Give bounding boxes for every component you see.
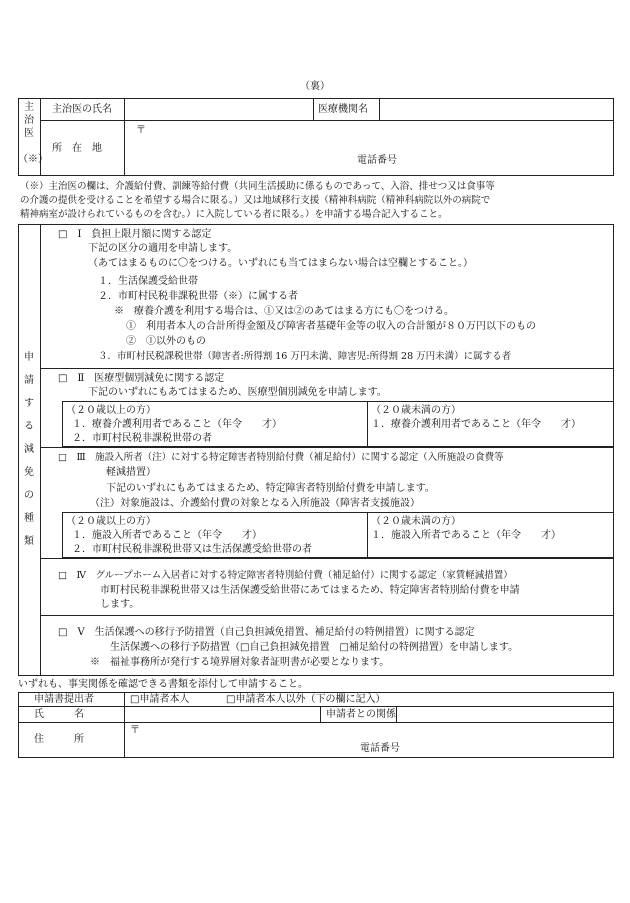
submitter-option-self[interactable]: □申請者本人 [130, 694, 190, 705]
section3-right1: １．施設入所者であること（年令 才） [371, 530, 561, 541]
doctor-name-label: 主治医の氏名 [52, 104, 112, 115]
section5-line1[interactable]: 生活保護への移行予防措置（□自己負担減免措置 □補足給付の特例措置）を申請します。 [110, 642, 519, 653]
section3-left-title: （２０歳以上の方） [66, 516, 156, 527]
doctor-address-label: 所 在 地 [52, 143, 102, 154]
section2-left2: ２．市町村民税非課税世帯の者 [72, 433, 212, 444]
submitter-name-field[interactable] [126, 707, 318, 721]
section1-line1: 下記の区分の適用を申請します。 [88, 243, 238, 254]
page-label: （裏） [300, 81, 330, 92]
section1-line7: ② ①以外のもの [126, 336, 206, 347]
section4-line1: 市町村民税非課税世帯又は生活保護受給世帯にあてはまるため、特定障害者特別給付費を申請 [100, 585, 520, 596]
section3-left1: １．施設入所者であること（年令 才） [72, 530, 262, 541]
section2-right-title: （２０歳未満の方） [371, 405, 461, 416]
relation-field[interactable] [398, 707, 612, 721]
section1-line6: ① 利用者本人の合計所得金額及び障害者基礎年金等の収入の合計額が８０万円以下のもの [126, 321, 536, 332]
doctor-note-line3: 精神病室が設けられているものを含む。）に入院している者に限る。）を申請する場合記入すること。 [20, 209, 448, 220]
section1-heading[interactable]: □ Ⅰ 負担上限月額に関する認定 [58, 229, 212, 240]
doctor-note-line2: の介護の提供を受けることを希望する場合に限る。）又は地域移行支援（精神科病院（精神科病院以外の病院で [20, 195, 491, 206]
submitter-option-other[interactable]: □申請者本人以外（下の欄に記入） [226, 694, 386, 705]
section5-line2: ※ 福祉事務所が発行する境界層対象者証明書が必要となります。 [90, 657, 390, 668]
submitter-postal-mark: 〒 [130, 725, 140, 736]
section1-line5: ※ 療養介護を利用する場合は、①又は②のあてはまる方にも〇をつける。 [114, 306, 454, 317]
section4-line2: します。 [100, 599, 140, 610]
section1-line4: ２．市町村民税非課税世帯（※）に属する者 [98, 291, 298, 302]
relation-label: 申請者との関係 [326, 709, 396, 720]
section2-right1: １．療養介護利用者であること（年令 才） [371, 419, 581, 430]
section5-heading[interactable]: □ Ⅴ 生活保護への移行予防措置（自己負担減免措置、補足給付の特例措置）に関する認定 [58, 627, 475, 638]
submitter-phone-label: 電話番号 [360, 743, 400, 754]
reduction-side-label: 申 請 す る 減 免 の 種 類 [24, 352, 34, 547]
submitter-phone-field[interactable] [412, 741, 610, 756]
institution-field[interactable] [381, 100, 612, 118]
doctor-phone-field[interactable] [410, 152, 610, 172]
section1-line8: ３．市町村民税課税世帯（障害者:所得割 16 万円未満、障害児:所得割 28 万円未満）に属する者 [98, 351, 512, 362]
section3-heading[interactable]: □ Ⅲ 施設入所者（注）に対する特定障害者特別給付費（補足給付）に関する認定（入所施設の食費等 [58, 452, 504, 463]
section2-left-title: （２０歳以上の方） [66, 405, 156, 416]
section1-line3: １．生活保護受給世帯 [98, 276, 198, 287]
doctor-side-label: 主 治 医 （※） [18, 102, 48, 165]
section3-heading2: 軽減措置） [106, 467, 156, 478]
section2-left1: １．療養介護利用者であること（年令 才） [72, 419, 282, 430]
submitter-name-label: 氏 名 [34, 709, 84, 720]
postal-mark: 〒 [136, 125, 146, 136]
section3-line1: 下記のいずれにもあてはまるため、特定障害者特別給付費を申請します。 [106, 483, 435, 494]
section3-line2: （注）対象施設は、介護給付費の対象となる入所施設（障害者支援施設） [90, 498, 420, 509]
section2-line1: 下記のいずれにもあてはまるため、医療型個別減免を申請します。 [88, 387, 387, 398]
section3-left2: ２．市町村民税非課税世帯又は生活保護受給世帯の者 [72, 544, 312, 555]
doctor-note-line1: （※）主治医の欄は、介護給付費、訓練等給付費（共同生活援助に係るものであって、入浴、排せつ又は食事等 [20, 181, 495, 192]
doctor-phone-label: 電話番号 [357, 155, 397, 166]
section1-line2: （あてはまるものに〇をつける。いずれにも当てはまらない場合は空欄とすること。） [88, 258, 473, 269]
attach-note: いずれも、事実関係を確認できる書類を添付して申請すること。 [18, 679, 308, 690]
doctor-address-field[interactable] [150, 122, 610, 152]
section3-right-title: （２０歳未満の方） [371, 516, 461, 527]
submitter-address-field[interactable] [144, 723, 610, 741]
doctor-name-field[interactable] [126, 100, 311, 118]
submitter-label: 申請書提出者 [34, 694, 94, 705]
institution-label: 医療機関名 [318, 104, 368, 115]
section4-heading[interactable]: □ Ⅳ グループホーム入居者に対する特定障害者特別給付費（補足給付）に関する認定（家賃軽減措置） [58, 570, 513, 581]
submitter-address-label: 住 所 [34, 734, 84, 745]
section2-heading[interactable]: □ Ⅱ 医療型個別減免に関する認定 [58, 373, 225, 384]
